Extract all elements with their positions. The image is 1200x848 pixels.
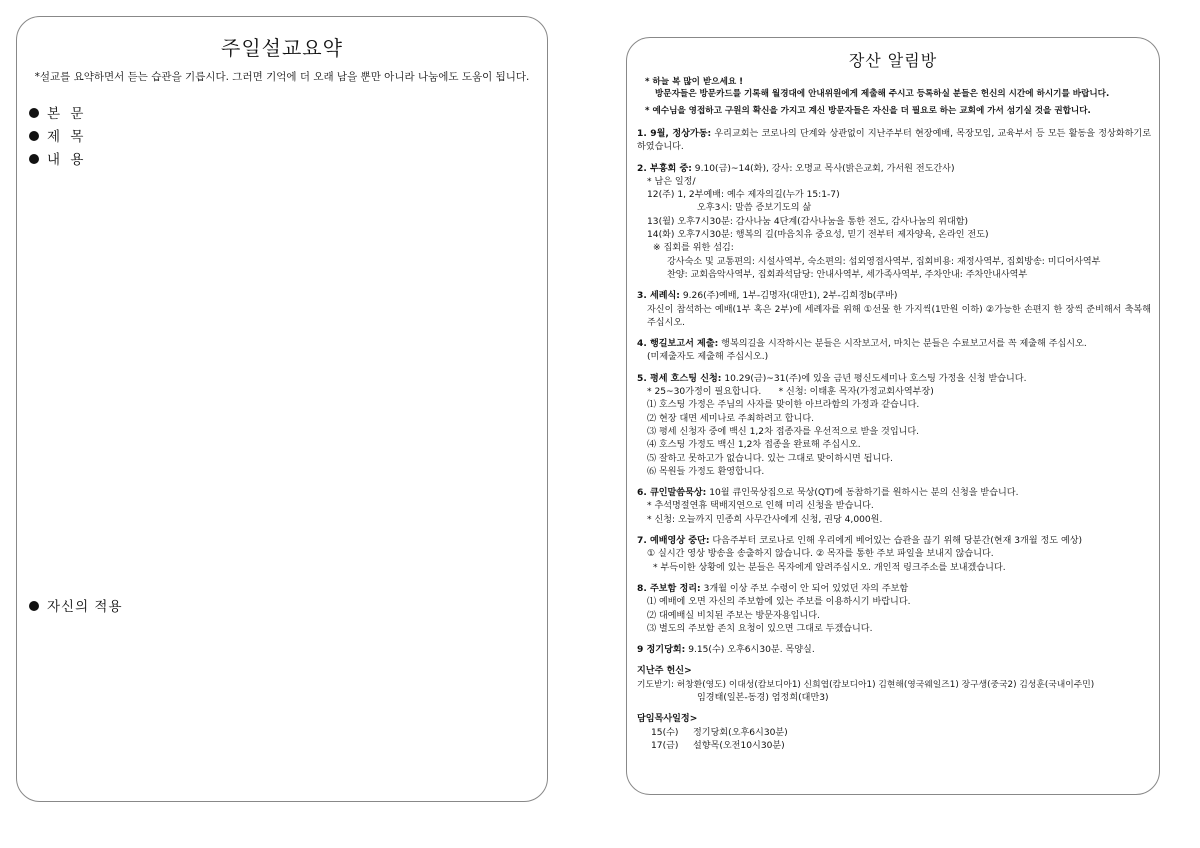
announcement-item-5: 5. 평세 호스팅 신청: 10.29(금)~31(주)에 있을 금년 평신도세미나 호스팅 가정을 신청 받습니다. * 25~30가정이 필요합니다. * 신청: 이태훈 목자(가정교회사역부장) ⑴ 호스팅 가정은 주님의 사자를 맞이한 아브라함의 가정과 같습니다. ⑵ 현장 대면 세미나로 주최하려고 합니다. ⑶ 평세 신청자 중에 백신 1,2차 접종자를 우선적으로 받을 것입니다. ⑷ 호스팅 가정도 백신 1,2차 접종을 완료해 주십시오. ⑸ 잘하고 못하고가 없습니다. 있는 그대로 맞이하시면 됩니다. ⑹ 목원들 가정도 환영합니다. [637,373,1027,477]
announcement-item-8: 8. 주보함 정리: 3개월 이상 주보 수령이 안 되어 있었던 자의 주보함 ⑴ 예배에 오면 자신의 주보함에 있는 주보를 이용하시기 바랍니다. ⑵ 대예배실 비치된 주보는 방문자용입니다. ⑶ 별도의 주보함 존치 요청이 있으면 그대로 두겠습니다. [637,583,911,634]
sermon-summary-title: 주일설교요약 [221,36,343,60]
bullet-application: 자신의 적용 [29,595,123,615]
bullet-dot-icon [29,154,39,164]
schedule-row: 15(수) 정기당회(오후6시30분) [651,727,788,738]
offering-line-2: 임경태(일본-동경) 엄정희(대만3) [697,692,829,703]
offering-section [637,665,1151,705]
schedule-row: 17(금) 설향목(오전10시30분) [651,740,785,751]
offering-title: 지난주 헌신> [637,666,692,677]
bullet-dot-icon [29,108,39,118]
bullet-dot-icon [29,601,39,611]
announcements-panel [626,37,1160,795]
bullet-content: 내 용 [29,148,86,168]
announcement-item-2: 2. 부흥회 중: 9.10(금)~14(화), 강사: 오명교 목사(밝은교회, 가서원 전도간사) * 남은 일정/ 12(주) 1, 2부예배: 예수 제자의길(누가 15:1-7) 오후3시: 말씀 증보기도의 삶 13(월) 오후7시30분: 감사나눔 4단계(감사나눔을 통한 전도, 감사나눔의 위대함) 14(화) 오후7시30분: 행복의 길(마음치유 중요성, 믿기 전부터 제자양육, 온라인 전도) ※ 집회를 위한 섬김: 강사숙소 및 교통편의: 시설사역부, 숙소편의: 섭외영접사역부, 집회비용: 재정사역부, 집회방송: 미디어사역부 찬양: 교회음악사역부, 집회좌석담당: 안내사역부, 세가족사역부, 주차안내: 주차안내사역부 [637,163,1101,280]
pastor-schedule-section [637,713,1151,753]
notice-believers: * 예수님을 영접하고 구원의 확신을 가지고 계신 방문자들은 자신을 더 필요로 하는 교회에 가서 섬기실 것을 권합니다. [645,106,1091,116]
announcement-item-1: 1. 9월, 정상가동: 우리교회는 코로나의 단계와 상관없이 지난주부터 현장예배, 목장모임, 교육부서 등 모든 활동을 정상화하기로 하였습니다. [637,129,1151,153]
announcement-item-7: 7. 예배영상 중단: 다음주부터 코로나로 인해 우리에게 베어있는 습관을 끊기 위해 당분간(현재 3개월 정도 예상) ① 실시간 영상 방송을 송출하지 않습니다. ② 목자를 통한 주보 파일을 보내지 않습니다. * 부득이한 상황에 있는 분들은 목자에게 알려주십시오. 개인적 링크주소를 보내겠습니다. [637,536,1083,573]
bullet-scripture: 본 문 [29,102,86,122]
announcements-title: 장산 알림방 [848,51,938,70]
pastor-schedule-title: 담임목사일정> [637,714,698,725]
announcement-item-4: 4. 행길보고서 제출: 행복의길을 시작하시는 분들은 시작보고서, 마치는 분들은 수료보고서를 꼭 제출해 주십시오. (미제출자도 제출해 주십시오.) [637,339,1087,363]
announcement-item-3: 3. 세례식: 9.26(주)예배, 1부-김명자(대만1), 2부-김희정b(쿠바) 자신이 참석하는 예배(1부 혹은 2부)에 세례자를 위해 ①선물 한 가지씩(1만원 이하) ②가능한 손편지 한 장씩 준비해서 축복해 주십시오. [637,291,1151,328]
bullet-title: 제 목 [29,125,86,145]
notice-greeting: * 하늘 복 많이 받으세요 ! [645,77,744,87]
announcement-item-6: 6. 큐인말씀묵상: 10월 큐인묵상집으로 묵상(QT)에 동참하기를 원하시는 분의 신청을 받습니다. * 추석명절연휴 택배지연으로 인해 미리 신청을 받습니다. * 신청: 오늘까지 민종희 사무간사에게 신청, 권당 4,000원. [637,488,1019,525]
announcement-list [637,128,1151,761]
sermon-summary-instruction: *설교를 요약하면서 듣는 습관을 기릅시다. 그러면 기억에 더 오래 남을 뿐만 아니라 나눔에도 도움이 됩니다. [34,71,530,83]
offering-line-1: 기도받기: 허창환(영도) 이대성(캄보디아1) 신희엽(캄보디아1) 김현해(영국웨일즈1) 장구생(중국2) 김성훈(국내이주민) [637,679,1095,690]
sermon-summary-panel [16,16,548,802]
announcement-item-9: 9 정기당회: 9.15(수) 오후6시30분. 목양실. [637,645,815,656]
notice-visitors: 방문자들은 방문카드를 기록해 월경대에 안내위원에게 제출해 주시고 등록하실 분들은 헌신의 시간에 하시기를 바랍니다. [655,89,1110,99]
bullet-dot-icon [29,131,39,141]
